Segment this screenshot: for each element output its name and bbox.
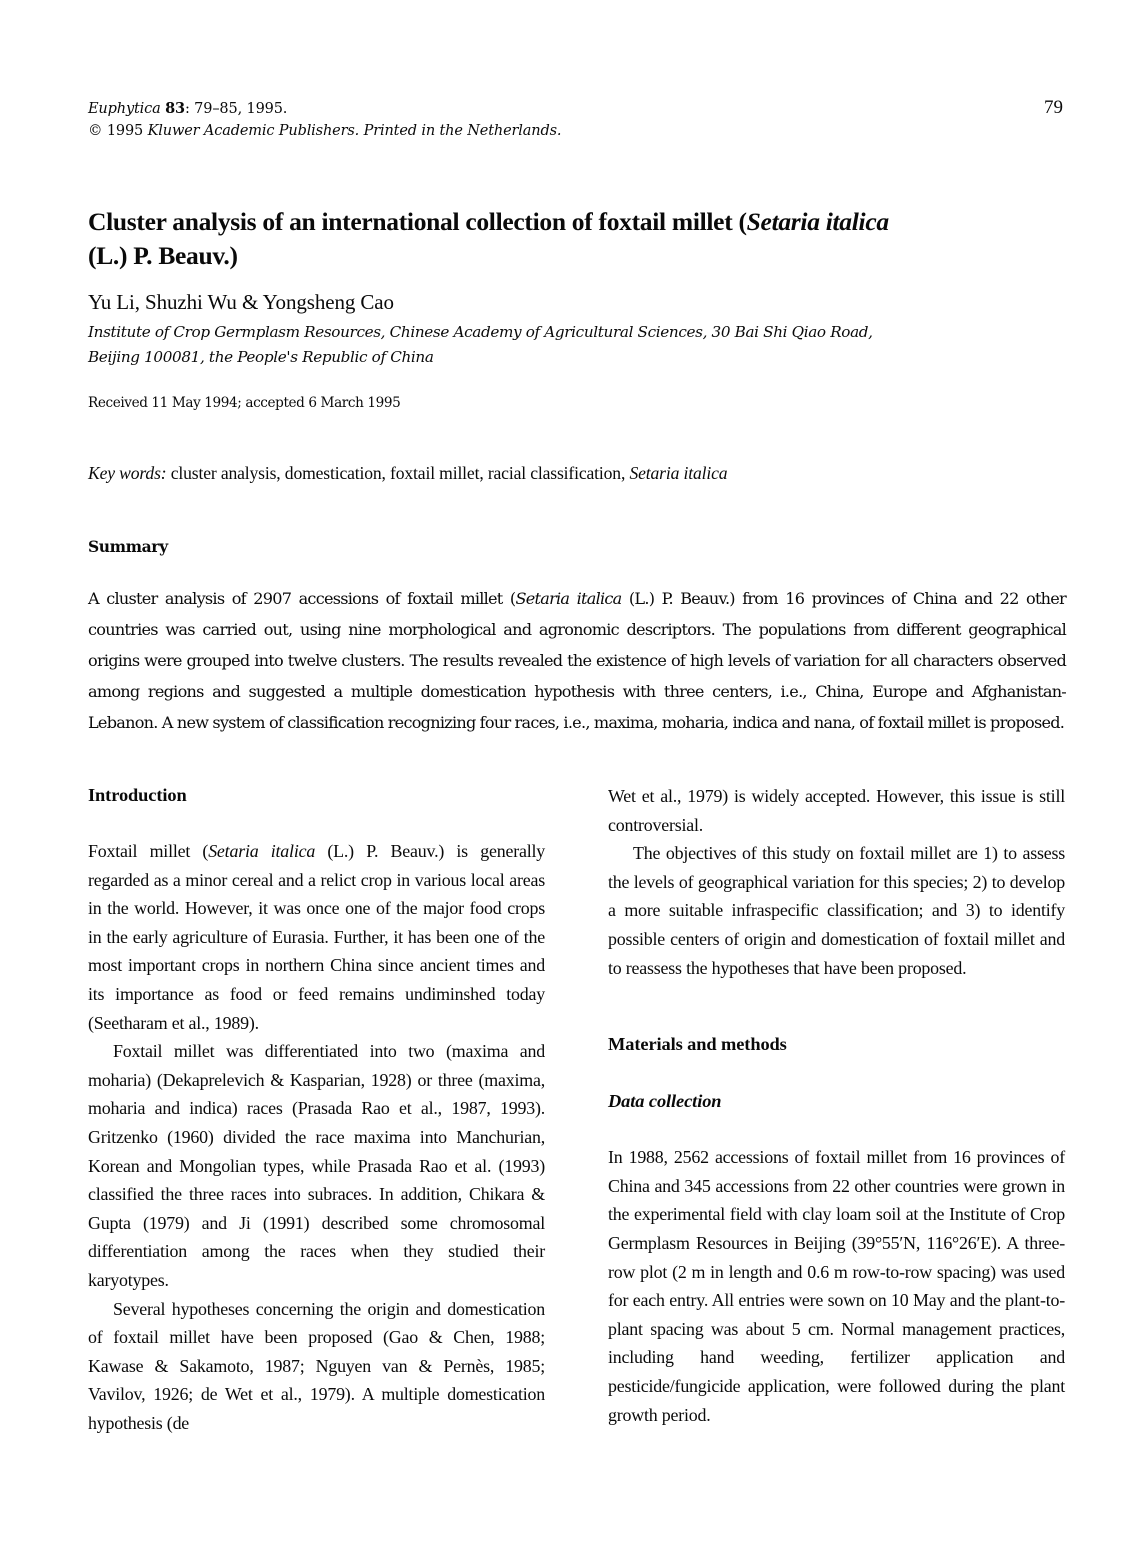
keywords-line — [88, 461, 1048, 485]
keywords-species: Setaria italica — [629, 463, 728, 483]
journal-name: Euphytica — [88, 101, 161, 117]
subsection-heading-data-collection: Data collection — [608, 1091, 722, 1112]
intro-1-part-1: Foxtail millet ( — [88, 841, 209, 861]
journal-volume: 83 — [165, 100, 185, 117]
title-species: Setaria italica — [746, 207, 889, 237]
paragraph-intro-3: Several hypotheses concerning the origin and domestication of foxtail millet have been proposed (Gao & Chen, 1988; Kawase & Sakamoto, 1987; Nguyen van & Pernès, 1985; Vavilov, 1926; de Wet et al., 1979). A multiple domestication hypothesis (de — [88, 1298, 545, 1433]
publisher-name: Kluwer Academic Publishers. — [147, 123, 360, 139]
received-accepted-date: Received 11 May 1994; accepted 6 March 1995 — [88, 395, 401, 411]
summary-part-1: A cluster analysis of 2907 accessions of foxtail millet ( — [88, 589, 516, 608]
title-text-part2: (L.) P. Beauv.) — [88, 241, 238, 271]
keywords-list: cluster analysis, domestication, foxtail millet, racial classification, — [166, 463, 630, 483]
copyright-symbol: © — [88, 123, 103, 139]
affiliation — [88, 320, 1048, 370]
printed-in: Printed in the Netherlands. — [363, 123, 562, 139]
masthead — [88, 98, 788, 142]
paragraph-intro-1 — [88, 837, 545, 1037]
section-heading-materials-and-methods: Materials and methods — [608, 1034, 787, 1055]
page-title — [88, 205, 1078, 273]
affiliation-line-1: Institute of Crop Germplasm Resources, Chinese Academy of Agricultural Sciences, 30 Bai Shi Qiao Road, — [88, 323, 873, 341]
paragraph-intro-2: Foxtail millet was differentiated into two (maxima and moharia) (Dekaprelevich & Kasparian, 1928) or three (maxima, moharia and indica) races (Prasada Rao et al., 1987, 1993). Gritzenko (1960) divided the race maxima into Manchurian, Korean and Mongolian types, while Prasada Rao et al. (1993) classified the three races into subraces. In addition, Chikara & Gupta (1979) and Ji (1991) described some chromosomal differentiation among the races when they studied their karyotypes. — [88, 1041, 545, 1290]
spacer — [608, 1114, 1065, 1143]
section-heading-introduction: Introduction — [88, 785, 187, 805]
copyright-year: 1995 — [106, 123, 144, 139]
journal-pages-year: : 79–85, 1995. — [184, 101, 288, 117]
summary-text — [88, 583, 1066, 738]
affiliation-line-2: Beijing 100081, the People's Republic of China — [88, 348, 434, 366]
masthead-journal-line — [88, 98, 788, 120]
paragraph-intro-4: The objectives of this study on foxtail millet are 1) to assess the levels of geographical variation for this species; 2) to develop a more suitable infraspecific classification; and 3) to identify possible centers of origin and domestication of foxtail millet and to reassess the hypotheses that have been proposed. — [608, 843, 1065, 978]
spacer — [608, 982, 1065, 1031]
keywords-label: Key words: — [88, 463, 167, 483]
intro-1-part-2: (L.) P. Beauv.) is generally regarded as a minor cereal and a relict crop in various local areas in the world. However, it was once one of the major food crops in the early agriculture of Eurasia. Further, it has been one of the most important crops in northern China since ancient times and its importance as food or feed remains undiminshed today (Seetharam et al., 1989). — [88, 841, 546, 1033]
masthead-copyright-line — [88, 120, 788, 142]
spacer — [88, 808, 545, 837]
spacer — [608, 1057, 1065, 1088]
summary-part-2: (L.) P. Beauv.) from 16 provinces of China and 22 other countries was carried out, using nine morphological and agronomic descriptors. The populations from different geographical origins were grouped into twelve clusters. The results revealed the existence of high levels of variation for all characters observed among regions and suggested a multiple domestication hypothesis with three centers, i.e., China, Europe and Afghanistan-Lebanon. A new system of classification recognizing four races, i.e., maxima, moharia, indica and nana, of foxtail millet is proposed. — [88, 589, 1066, 732]
paragraph-intro-3-continued: Wet et al., 1979) is widely accepted. However, this issue is still controversial. — [608, 786, 1065, 835]
author-list: Yu Li, Shuzhi Wu & Yongsheng Cao — [88, 290, 394, 314]
intro-1-species: Setaria italica — [208, 841, 316, 861]
body-column-right — [608, 782, 1065, 1429]
title-text-part1: Cluster analysis of an international collection of foxtail millet ( — [88, 207, 747, 237]
body-column-left — [88, 782, 545, 1437]
summary-heading: Summary — [88, 537, 168, 556]
paragraph-data-collection-1: In 1988, 2562 accessions of foxtail millet from 16 provinces of China and 345 accessions from 22 other countries were grown in the experimental field with clay loam soil at the Institute of Crop Germplasm Resources in Beijing (39°55′N, 116°26′E). A three-row plot (2 m in length and 0.6 m row-to-row spacing) was used for each entry. All entries were sown on 10 May and the plant-to-plant spacing was about 5 cm. Normal management practices, including hand weeding, fertilizer application and pesticide/fungicide application, were followed during the plant growth period. — [608, 1147, 1065, 1425]
page-number: 79 — [1044, 97, 1063, 118]
summary-species: Setaria italica — [515, 589, 622, 608]
